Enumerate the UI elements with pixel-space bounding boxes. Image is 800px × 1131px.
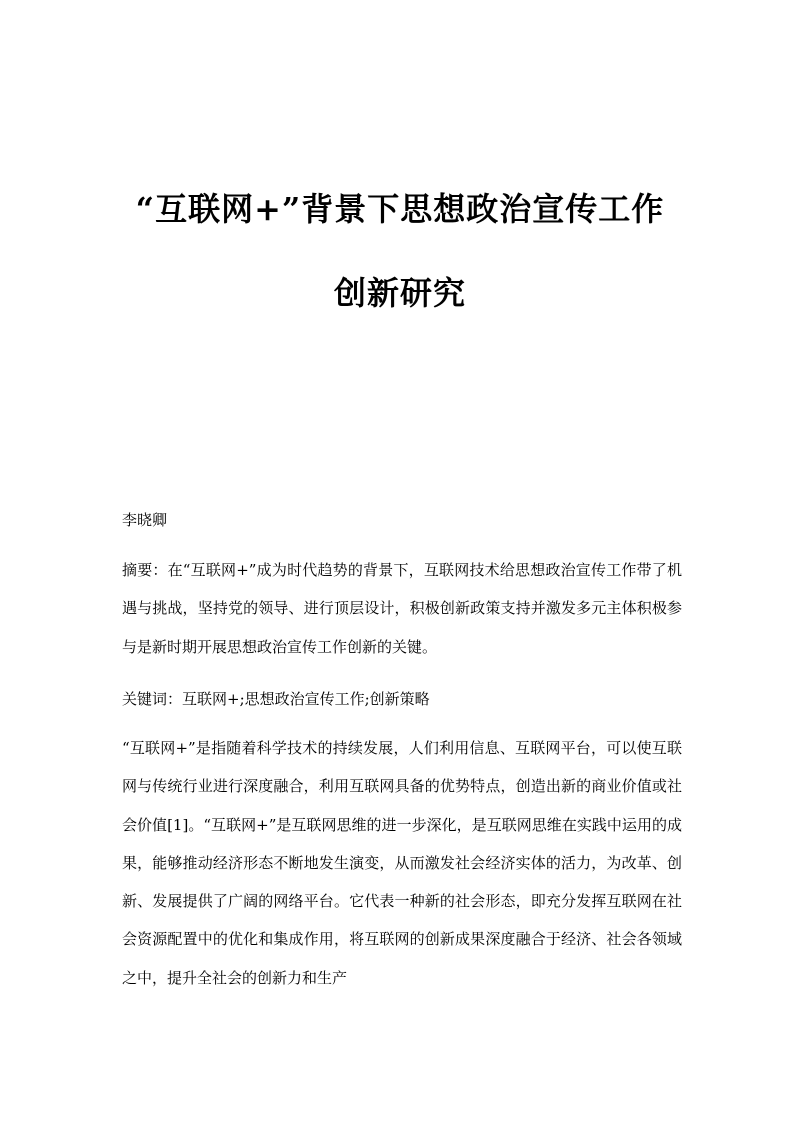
abstract-paragraph: 摘要：在“互联网+”成为时代趋势的背景下，互联网技术给思想政治宣传工作带了机遇与挑战，坚持党的领导、进行顶层设计，积极创新政策支持并激发多元主体积极参与是新时期开展思想政治宣传工作创新的关键。 [122,561,682,656]
title-line-2: 创新研究 [333,274,466,312]
title-line-1: “互联网+”背景下思想政治宣传工作 [135,190,665,228]
body-paragraph: “互联网+”是指随着科学技术的持续发展，人们利用信息、互联网平台，可以使互联网与传统行业进行深度融合，利用互联网具备的优势特点，创造出新的商业价值或社会价值[1]。“互联网+”是互联网思维的进一步深化，是互联网思维在实践中运用的成果，能够推动经济形态不断地发生演变，从而激发社会经济实体的活力，为改革、创新、发展提供了广阔的网络平台。它代表一种新的社会形态，即充分发挥互联网在社会资源配置中的优化和集成作用，将互联网的创新成果深度融合于经济、社会各领域之中，提升全社会的创新力和生产 [122,739,682,987]
author-name: 李晓卿 [122,511,168,529]
keywords-line: 关键词：互联网+;思想政治宣传工作;创新策略 [122,690,430,708]
